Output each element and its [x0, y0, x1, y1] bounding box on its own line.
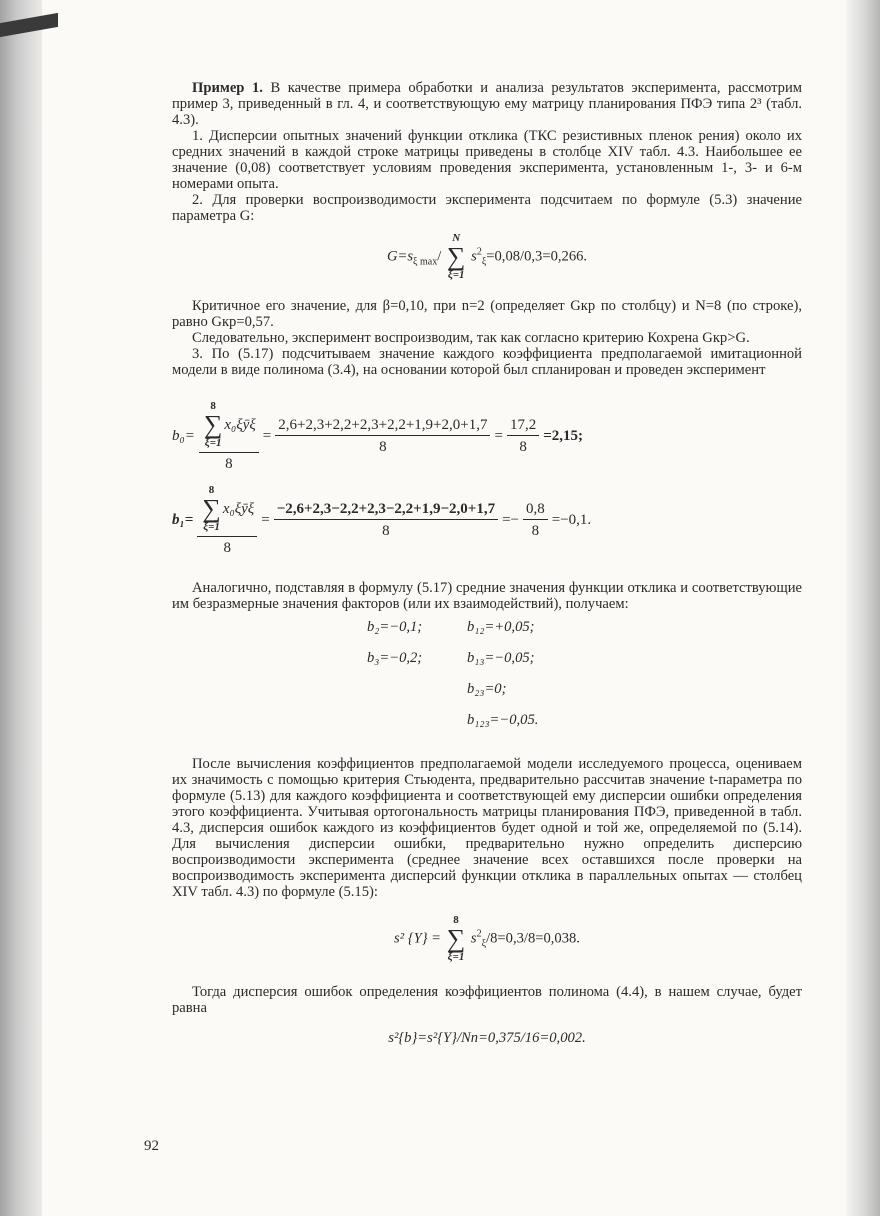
b1-den: 8 [223, 540, 231, 556]
frac-b0-3 [507, 417, 539, 455]
paragraph-conclusion: Следовательно, эксперимент воспроизводим, так как согласно критерию Кохрена Gкр>G. [192, 330, 750, 346]
paragraph-2: 2. Для проверки воспроизводимости эксперимента подсчитаем по формуле (5.3) значение параметра G: [172, 192, 802, 224]
eq-g-lhs: G=s [386, 248, 414, 265]
frac-b1-3 [523, 501, 548, 539]
b0-sum-lower: ξ=1 [204, 437, 222, 449]
b0-den: 8 [225, 456, 233, 472]
b0-sum-upper: 8 [210, 400, 216, 412]
equation-g: $G=s_{\xi max}/$ N ∑ ξ=1 $s^2_\xi=0,08/0,3=0,266$. [386, 232, 588, 281]
b1-sum-upper: 8 [208, 484, 215, 496]
b1-num3: 0,8 [523, 501, 548, 520]
eq-g-sub2: ξ [481, 256, 487, 268]
eq-g-sub1: ξ max [413, 256, 438, 268]
frac-b0-2 [275, 417, 490, 455]
eq-s2-term: s [470, 930, 477, 947]
b1-term: x₀ξȳξ [222, 501, 255, 517]
page-text [172, 80, 802, 1046]
eq-b0-lhs: b₀= [172, 428, 195, 444]
paragraph-3: 3. По (5.17) подсчитываем значение каждого коэффициента предполагаемой имитационной модели в виде полинома (3.4), на основании которой был спланирован и проведен эксперимент [172, 346, 802, 378]
b1-den2: 8 [382, 523, 390, 539]
b1-sum-lower: ξ=1 [203, 521, 220, 533]
b1-rhs: =−0,1. [551, 512, 592, 528]
b0-den2: 8 [379, 439, 387, 455]
scan-shadow-left [0, 0, 42, 1216]
coefficients-list [367, 612, 802, 736]
paragraph-significance: После вычисления коэффициентов предполагаемой модели исследуемого процесса, оцениваем их значимость с помощью критерия Стьюдента, предварительно рассчитав значение t-параметра по формуле (5.13) для каждого коэффициента и соответствующей ему дисперсии ошибки определения этого коэффициента. Учитывая ортогональность матрицы планирования ПФЭ, приведенной в табл. 4.3, дисперсия ошибок каждого из коэффициентов будет одной и той же, определяемой по (5.14). Для вычисления дисперсии ошибки, предварительно нужно определить дисперсию воспроизводимости эксперимента (среднее значение всех оставшихся после проверки на воспроизводимость эксперимента дисперсий функции отклика в параллельных опытах — столбец XIV табл. 4.3) по формуле (5.15): [172, 756, 802, 900]
paragraph-1: 1. Дисперсии опытных значений функции отклика (ТКС резистивных пленок рения) около их средних значений в каждой строке матрицы приведены в столбце XIV табл. 4.3. Наибольшее ее значение (0,08) соответствует условиям проведения эксперимента, установленным 1-, 3- и 6-м номерами опыта. [172, 128, 802, 192]
eq-b1-lhs: b₁= [172, 512, 194, 528]
sum-lower: ξ=1 [447, 269, 465, 281]
b0-num3: 17,2 [507, 417, 539, 436]
eq-g-slash: / [437, 248, 442, 265]
eq-g-term: s [471, 248, 477, 265]
equation-b0 [172, 400, 802, 472]
eq-g-rhs: =0,08/0,3=0,266. [486, 248, 588, 265]
sum-upper: N [452, 232, 461, 244]
equation-b1 [172, 484, 802, 556]
coef-b3: b₃=−0,2; [367, 650, 423, 666]
b1-num2: −2,6+2,3−2,2+2,3−2,2+1,9−2,0+1,7 [274, 501, 498, 520]
b0-eq2: = [494, 428, 503, 444]
scan-shadow-right [846, 0, 880, 1216]
eq-s2-sub: ξ [481, 938, 487, 950]
s2-sum-upper: 8 [453, 914, 459, 926]
paragraph-example [172, 80, 802, 128]
eq-last-text: s²{b}=s²{Y}/Nn=0,375/16=0,002. [388, 1030, 586, 1046]
s2-sum-lower: ξ=1 [447, 951, 465, 963]
b0-rhs: =2,15; [543, 428, 583, 444]
b1-eq2: =− [502, 512, 519, 528]
paragraph-analog: Аналогично, подставляя в формулу (5.17) средние значения функции отклика и соответствующие им безразмерные значения факторов (или их взаимодействий), получаем: [172, 580, 802, 612]
coef-b123: b₁₂₃=−0,05. [467, 712, 539, 728]
equation-last [172, 1030, 802, 1046]
coef-b12: b₁₂=+0,05; [467, 619, 535, 635]
example-text: В качестве примера обработки и анализа результатов эксперимента, рассмотрим пример 3, приведенный в гл. 4, и соответствующую ему матрицу планирования ПФЭ типа 2³ (табл. 4.3). [172, 80, 802, 128]
b0-term: x₀ξȳξ [224, 417, 256, 433]
b1-eq: = [261, 512, 270, 528]
equation-s2: s² {Y} = 8 ∑ ξ=1 $s^2_\xi/8=0,3/8=0,038$. [394, 914, 580, 963]
coef-b23: b₂₃=0; [467, 681, 507, 697]
paragraph-critical: Критичное его значение, для β=0,10, при n=2 (определяет Gкр по столбцу) и N=8 (по строке), равно Gкр=0,57. [172, 298, 802, 330]
coef-b2: b₂=−0,1; [367, 619, 423, 635]
frac-b1-1: 8 ∑ ξ=1 x₀ξȳξ 8 [197, 484, 257, 556]
sum-symbol [447, 232, 466, 282]
b1-den3: 8 [531, 523, 540, 539]
eq-s2-rhs: /8=0,3/8=0,038. [486, 930, 580, 947]
b0-den3: 8 [519, 439, 527, 455]
b0-eq: = [262, 428, 272, 444]
frac-b1-2 [274, 501, 498, 539]
example-label: Пример 1. [192, 80, 263, 96]
sigma-glyph: ∑ [446, 242, 466, 271]
frac-b0-1: 8 ∑ ξ=1 x₀ξȳξ 8 [199, 400, 259, 472]
coef-b13: b₁₃=−0,05; [467, 650, 535, 666]
b0-num2: 2,6+2,3+2,2+2,3+2,2+1,9+2,0+1,7 [275, 417, 490, 436]
page-number: 92 [144, 1138, 159, 1154]
paragraph-then: Тогда дисперсия ошибок определения коэффициентов полинома (4.4), в нашем случае, будет равна [172, 984, 802, 1016]
eq-s2-lhs: s² {Y} = [394, 930, 442, 947]
